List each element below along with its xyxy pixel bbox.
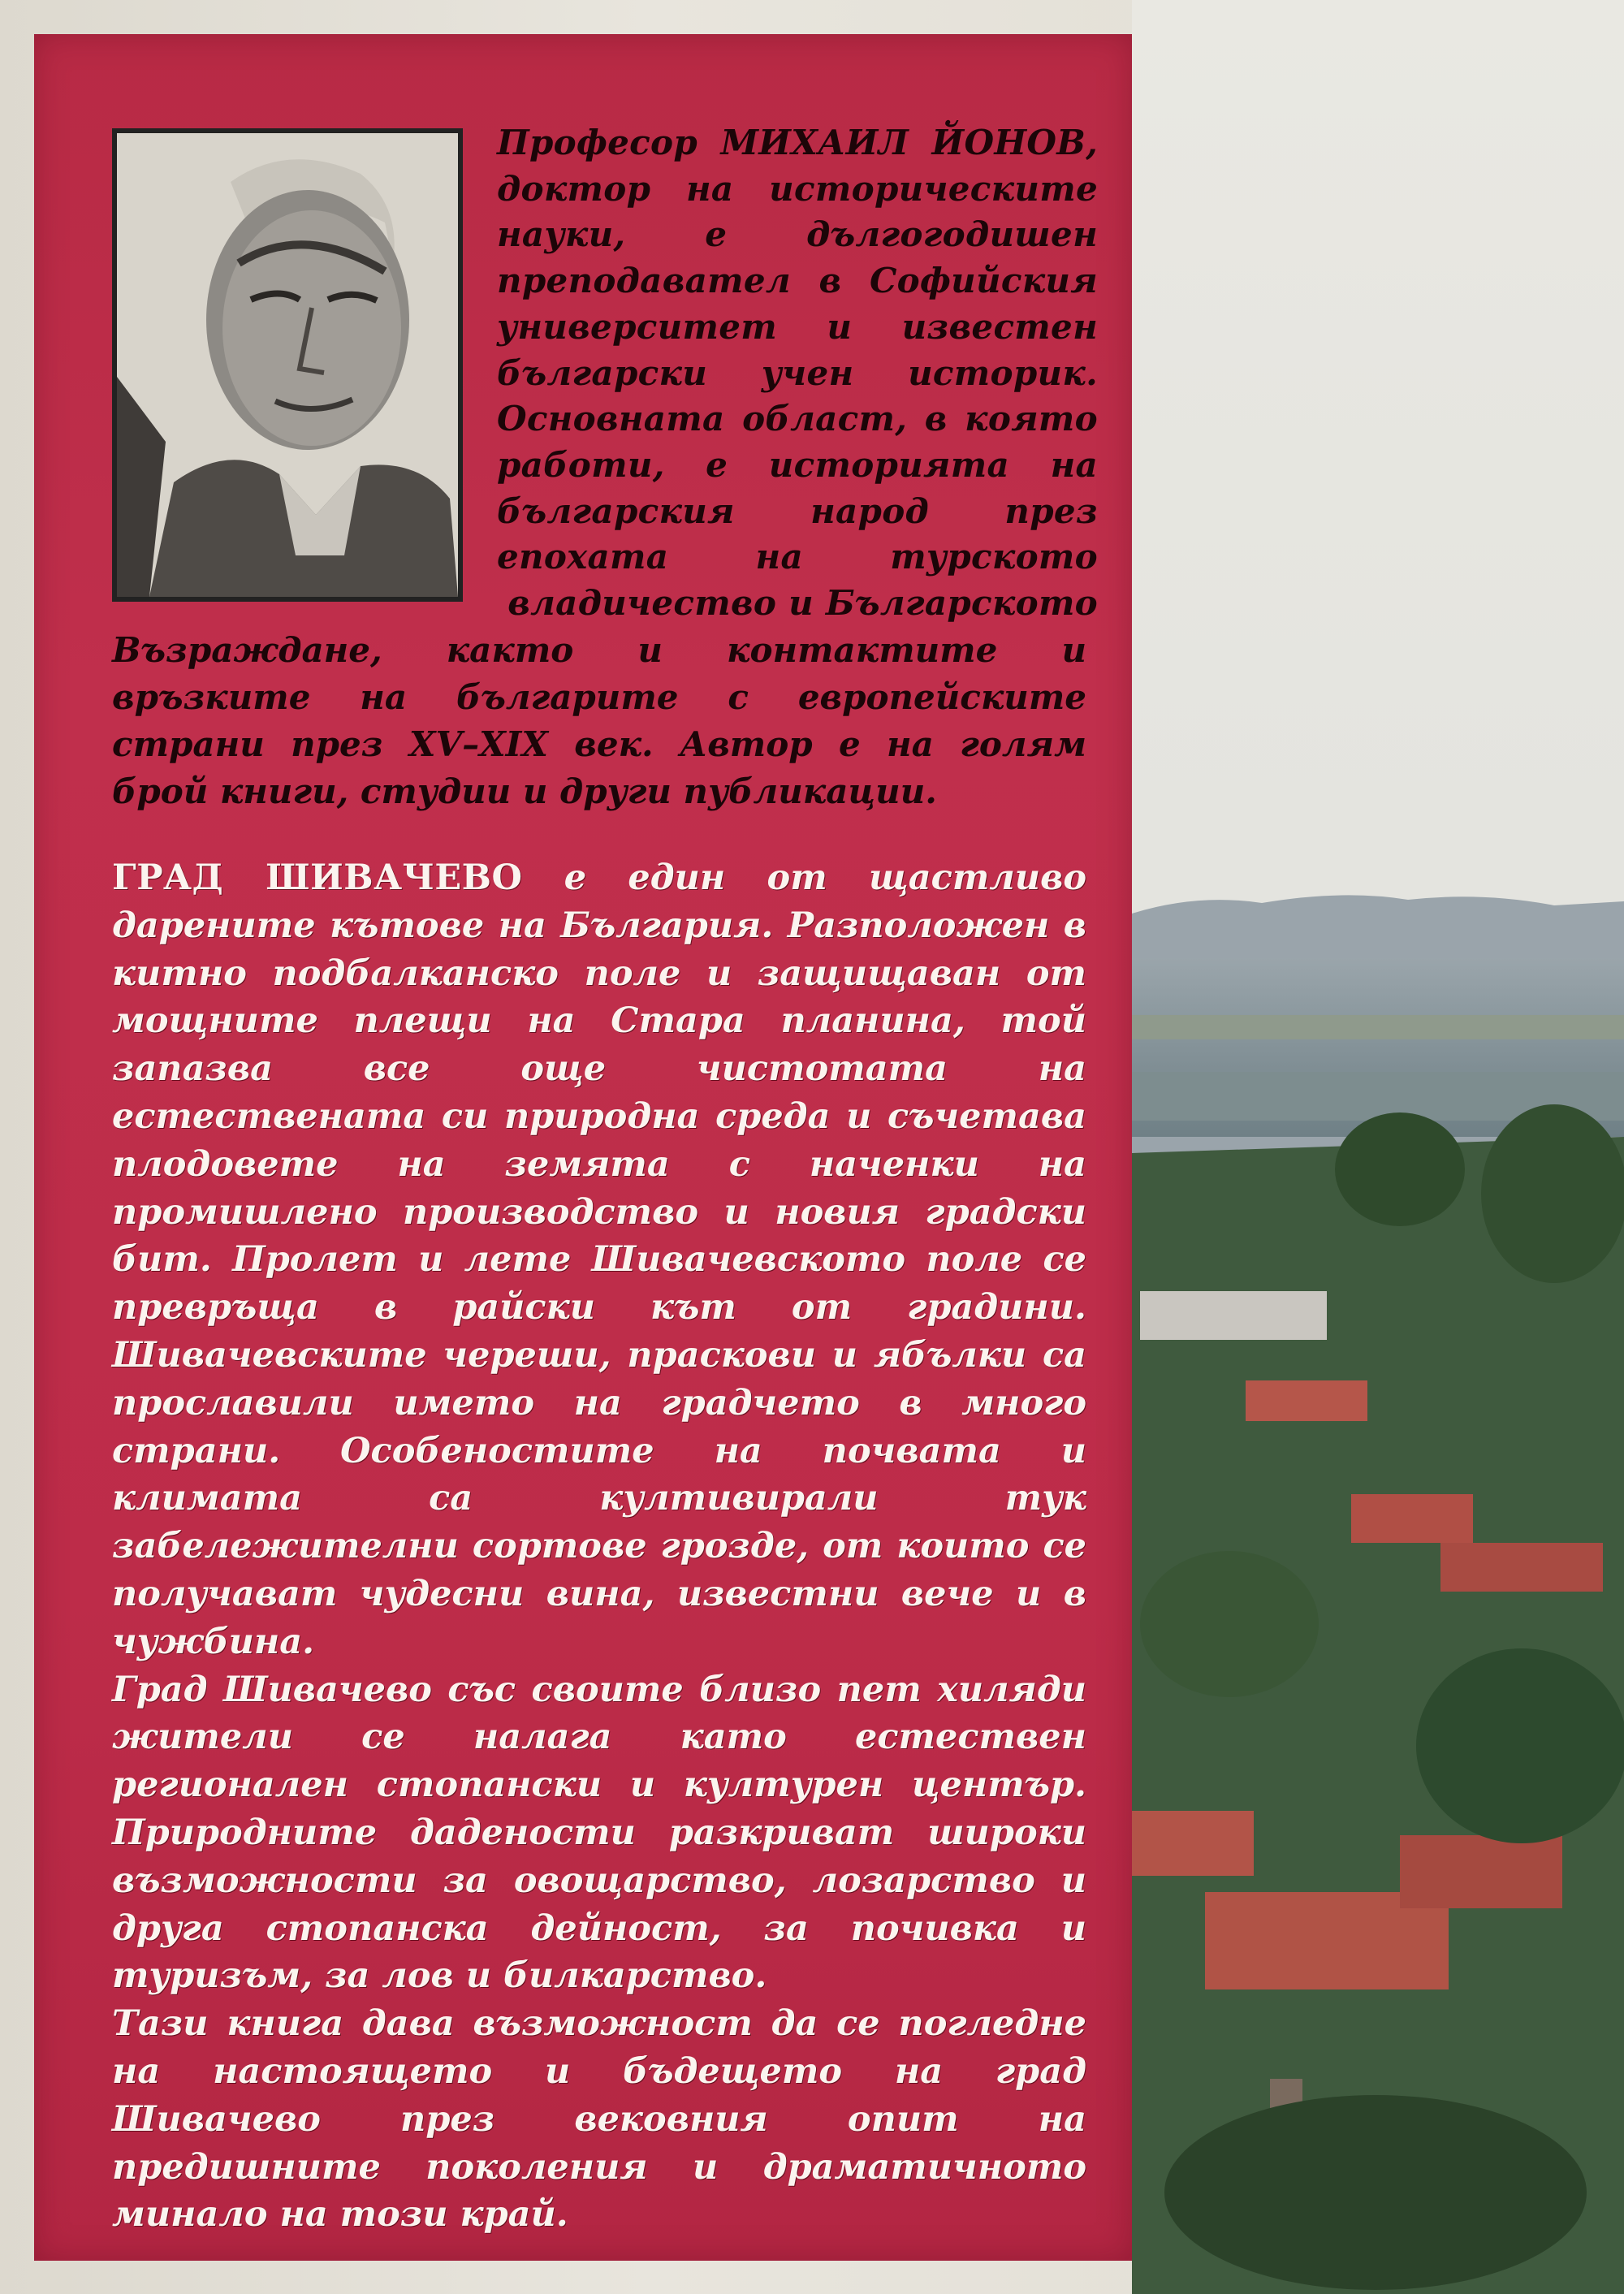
town-lead: ГРАД ШИВАЧЕВО bbox=[112, 858, 523, 898]
author-bio-intro bbox=[497, 120, 1098, 627]
author-bio-continuation bbox=[112, 627, 1086, 815]
town-paragraph-3: Тази книга дава възможност да се погледне на настоящето и бъдещето на град Шивачево през вековния опит на предишните поколения и драматичното минало на този край. bbox=[112, 2003, 1086, 2236]
town-paragraph-1-text: е един от щастливо дарените кътове на България. Разположен в китно подбалканско поле и защищаван от мощните плещи на Стара планина, той запазва все още чистотата на естествената си природна среда и съчетава плодовете на земята с наченки на промишлено производство и новия градски бит. Пролет и лете Шивачевското поле се превръща в райски кът от градини. Шивачевските череши, праскови и ябълки са прославили името на градчето в много страни. Особеностите на почвата и климата са култивирали тук забележителни сортове грозде, от които се получават чудесни вина, известни вече и в чужбина. bbox=[112, 858, 1086, 1662]
author-bio-continuation-text: Възраждане, както и контактите и връзките на българите с европейските страни през XV–XIX век. Автор е на голям брой книги, студии и други публикации. bbox=[112, 630, 1086, 811]
town-paragraph-1 bbox=[112, 854, 1086, 1666]
author-bio-intro-text: Професор МИХАИЛ ЙОНОВ, доктор на историческите науки, е дългогодишен преподавател в Софийския университет и известен български учен историк. Основната област, в която работи, е историята на българския народ през епохата на турското владичество и Българското bbox=[497, 123, 1098, 624]
landscape-photo bbox=[1132, 0, 1624, 2294]
town-paragraph-2: Град Шивачево със своите близо пет хиляди жители се налага като естествен регионален стопански и културен център. Природните дадености разкриват широки възможности за овощарство, лозарство и друга стопанска дейност, за почивка и туризъм, за лов и билкарство. bbox=[112, 1669, 1086, 1997]
author-portrait bbox=[112, 128, 463, 602]
town-description bbox=[112, 854, 1086, 2239]
